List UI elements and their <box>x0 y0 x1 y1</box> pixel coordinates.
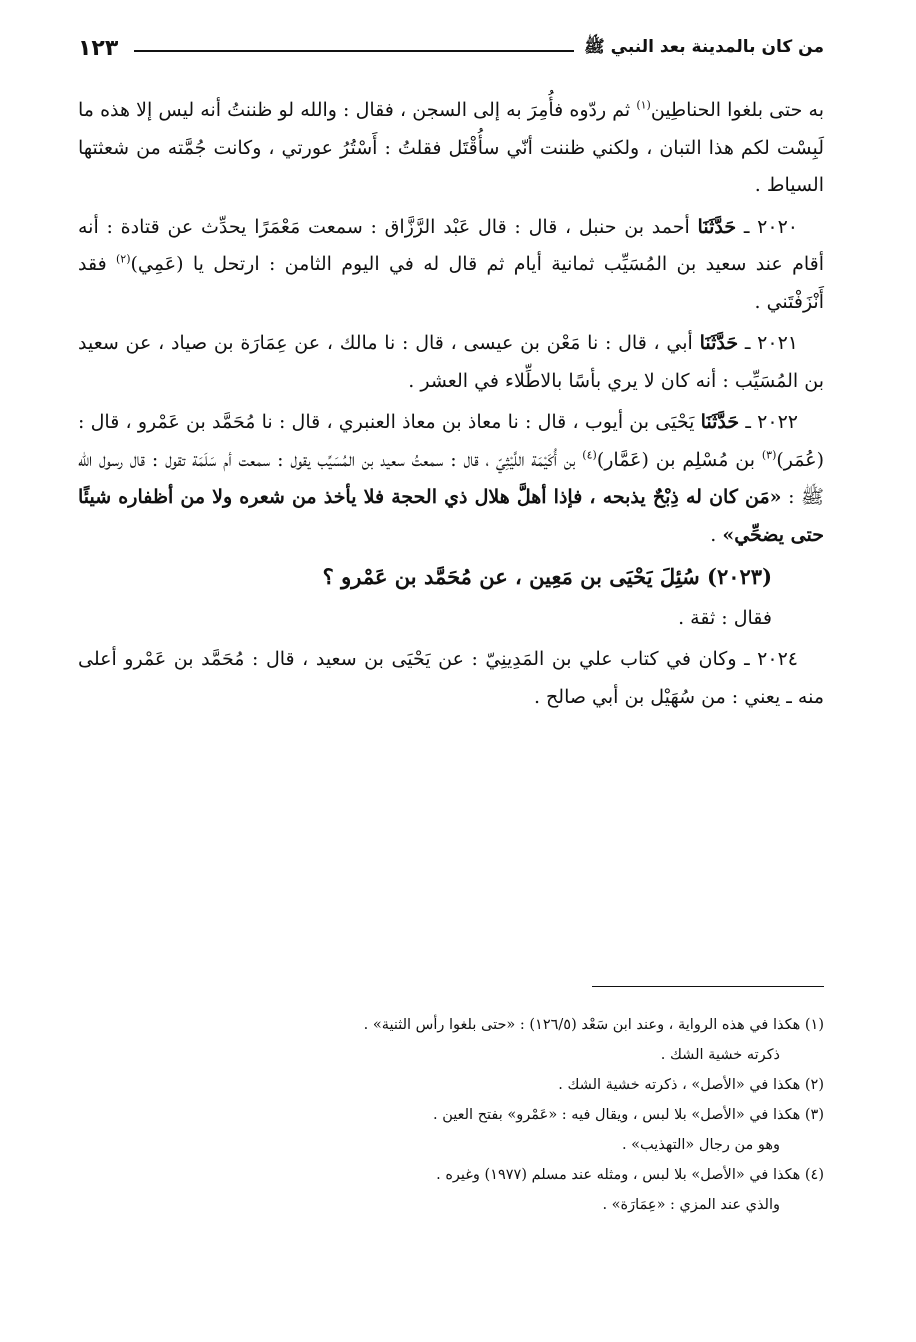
footnote-3-continuation: وهو من رجال «التهذيب» . <box>621 1137 780 1153</box>
hadith-number: ٢٠٢٢ ـ <box>739 411 798 433</box>
hadith-2021 <box>78 325 824 400</box>
question-2023: (٢٠٢٣) سُئِلَ يَحْيَى بن مَعِين ، عن مُحَمَّد بن عَمْرو ؟ <box>322 564 772 589</box>
footnotes <box>78 1010 824 1220</box>
page-number: ١٢٣ <box>78 35 119 61</box>
hadith-2022 <box>78 404 824 554</box>
text-span: . <box>710 523 723 546</box>
hadith-lead: حَدَّثَنَا <box>697 215 737 238</box>
footnote-1: (١) هكذا في هذه الرواية ، وعند ابن سَعْد (١٢٦/٥) : «حتى بلغوا رأس الثنية» . <box>363 1017 824 1033</box>
footnote-4: (٤) هكذا في «الأصل» بلا لبس ، ومثله عند مسلم (١٩٧٧) وغيره . <box>436 1167 824 1183</box>
footnote-ref-4: (٤) <box>582 448 597 462</box>
text-span: وكان في كتاب علي بن المَدِينِيّ : عن يَحْيَى بن سعيد ، قال : مُحَمَّد بن عَمْرو أعلى منه ـ يعني : من سُهَيْل بن أبي صالح . <box>78 648 824 708</box>
hadith-lead: حَدَّثَنَا <box>699 332 739 354</box>
paragraph-continuation <box>78 92 824 205</box>
running-head: من كان بالمدينة بعد النبي ﷺ <box>584 36 824 57</box>
hadith-2024 <box>78 641 824 716</box>
text-span: فقد أَنْزَفْتَني . <box>78 253 824 313</box>
answer-2023: فقال : ثقة . <box>678 606 772 629</box>
main-text <box>78 92 824 720</box>
text-span: أبي ، قال : نا مَعْن بن عيسى ، قال : نا مالك ، عن عِمَارَة بن صياد ، عن سعيد بن المُسَيِّب : أنه كان لا يري بأسًا بالاطِّلاء في العشر . <box>78 332 824 392</box>
hadith-number: ٢٠٢٠ ـ <box>736 215 798 238</box>
footnote-ref-1: (١) <box>636 98 651 112</box>
footnote-2: (٢) هكذا في «الأصل» ، ذكرته خشية الشك . <box>558 1077 824 1093</box>
header-rule <box>134 50 574 52</box>
page-header <box>78 30 824 66</box>
hadith-lead: حَدَّثَنَا <box>700 411 740 433</box>
hadith-number: ٢٠٢٤ ـ <box>736 648 798 670</box>
hadith-number: ٢٠٢١ ـ <box>738 332 798 354</box>
text-span: بن مُسْلِم بن (عَمَّار) <box>596 448 762 471</box>
text-span: بن أُكَيْمَة اللَّيْثِيّ ، قال : سمعتُ سعيد بن المُسَيِّب يقول : سمعت أم سَلَمَة تقول : قال رسول الله ﷺ : <box>78 448 824 508</box>
footnote-ref-3: (٣) <box>761 448 777 462</box>
text-span: أحمد بن حنبل ، قال : قال عَبْد الرَّزَّاق : سمعت مَعْمَرًا يحدِّث عن قتادة : أنه أقام عند سعيد بن المُسَيِّب ثمانية أيام ثم قال له في اليوم الثامن : ارتحل يا (عَمِي) <box>78 215 824 275</box>
hadith-2020 <box>78 209 824 322</box>
footnote-ref-2: (٢) <box>116 252 131 266</box>
text-span: به حتى بلغوا الحناطِين <box>650 99 825 121</box>
footnote-1-continuation: ذكرته خشية الشك . <box>660 1047 780 1063</box>
prophetic-quote: «مَن كان له ذِبْحٌ يذبحه ، فإذا أهلَّ هلال ذي الحجة فلا يأخذ من شعره ولا من أظفاره شيئًا حتى يضحِّي» <box>78 486 824 546</box>
footnote-3: (٣) هكذا في «الأصل» بلا لبس ، ويقال فيه : «عَمْرو» بفتح العين . <box>433 1107 824 1123</box>
text-span: يَحْيَى بن أيوب ، قال : نا معاذ بن معاذ العنبري ، قال : نا مُحَمَّد بن عَمْرو ، قال : (عُمَر) <box>78 411 824 471</box>
text-span: ثم ردّوه فأُمِرَ به إلى السجن ، فقال : والله لو ظننتُ أنه ليس إلا هذه ما لَبِسْت لكم هذا التبان ، ولكني ظننت أنّي سأُقْتَل فقلتُ : أَسْتُرُ عورتي ، وكانت جُمَّته من شعثتها السياط . <box>78 99 824 196</box>
footnote-4-continuation: والذي عند المزي : «عِمَارَة» . <box>602 1197 780 1213</box>
footnote-rule <box>592 986 824 987</box>
